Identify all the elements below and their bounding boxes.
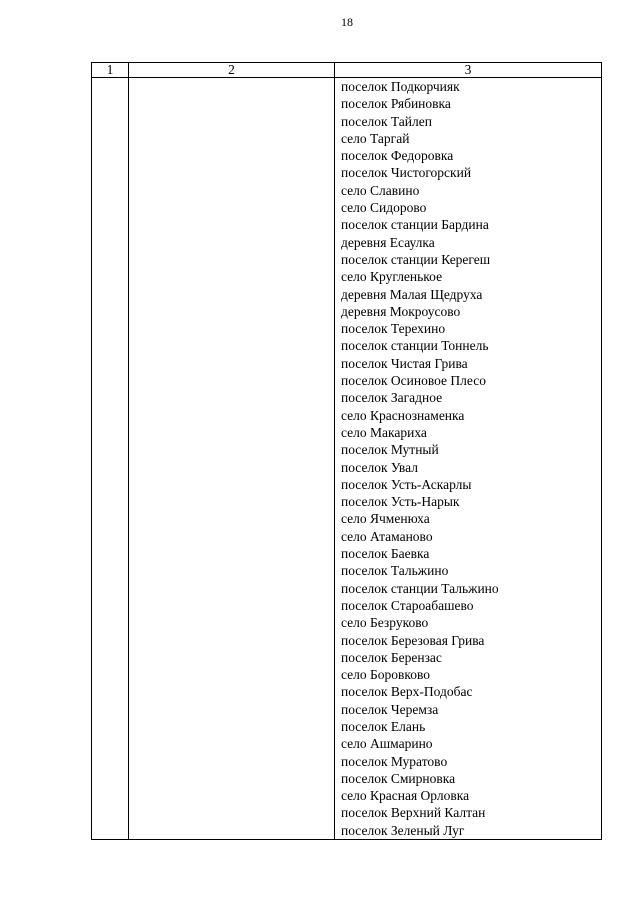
list-item: поселок станции Керегеш (341, 251, 491, 267)
list-item: поселок Черемза (341, 701, 439, 717)
list-item: поселок Рябиновка (341, 96, 451, 112)
list-item: село Ашмарино (341, 736, 433, 752)
table-row (92, 78, 602, 840)
table-header-row (92, 63, 602, 78)
list-item: поселок Верхний Калтан (341, 805, 486, 821)
list-item: поселок Смирновка (341, 770, 456, 786)
list-item: поселок Мутный (341, 442, 439, 458)
list-item: село Боровково (341, 667, 431, 683)
list-item: поселок Елань (341, 718, 426, 734)
list-item: поселок Верх-Подобас (341, 684, 473, 700)
cell-column-3 (335, 78, 602, 840)
list-item: село Краснознаменка (341, 407, 465, 423)
list-item: поселок Федоровка (341, 148, 454, 164)
cell-column-1 (92, 78, 129, 840)
list-item: поселок Усть-Аскарлы (341, 476, 472, 492)
list-item: село Славино (341, 182, 420, 198)
column-header-1: 1 (92, 63, 129, 78)
cell-column-2 (129, 78, 335, 840)
list-item: село Сидорово (341, 200, 427, 216)
list-item: поселок Березовая Грива (341, 632, 485, 648)
list-item: поселок станции Тоннель (341, 338, 489, 354)
column-header-3: 3 (335, 63, 602, 78)
list-item: село Атаманово (341, 528, 433, 544)
list-item: поселок Увал (341, 459, 418, 475)
list-item: деревня Есаулка (341, 234, 435, 250)
list-item: село Макариха (341, 424, 427, 440)
list-item: поселок Чистая Грива (341, 355, 468, 371)
list-item: поселок Муратово (341, 753, 448, 769)
list-item: поселок Баевка (341, 546, 430, 562)
list-item: поселок Усть-Нарык (341, 494, 460, 510)
list-item: село Безруково (341, 615, 429, 631)
settlement-list (335, 78, 601, 839)
list-item: поселок Тайлеп (341, 113, 432, 129)
list-item: деревня Малая Щедруха (341, 286, 483, 302)
list-item: деревня Мокроусово (341, 303, 461, 319)
list-item: поселок Зеленый Луг (341, 822, 465, 838)
list-item: поселок Загадное (341, 390, 443, 406)
list-item: село Ячменюха (341, 511, 430, 527)
list-item: поселок Подкорчияк (341, 79, 460, 94)
list-item: поселок Терехино (341, 321, 446, 337)
list-item: поселок Староабашево (341, 597, 474, 613)
list-item: село Таргай (341, 130, 410, 146)
list-item: поселок Чистогорский (341, 165, 472, 181)
column-header-2: 2 (129, 63, 335, 78)
list-item: поселок Осиновое Плесо (341, 373, 486, 389)
list-item: поселок Тальжино (341, 563, 449, 579)
list-item: поселок станции Тальжино (341, 580, 499, 596)
settlements-table (91, 62, 602, 840)
list-item: поселок станции Бардина (341, 217, 489, 233)
list-item: поселок Берензас (341, 649, 442, 665)
page-number: 18 (341, 15, 353, 29)
list-item: село Красная Орловка (341, 788, 470, 804)
list-item: село Кругленькое (341, 269, 443, 285)
